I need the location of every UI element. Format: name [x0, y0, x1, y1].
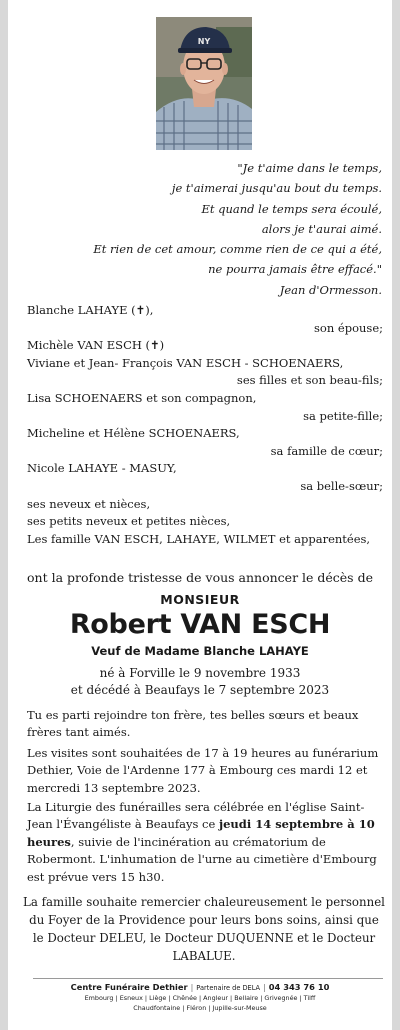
- svg-text:NY: NY: [197, 37, 211, 46]
- family-relation: sa famille de cœur;: [270, 443, 383, 458]
- family-line: ses petits neveux et petites nièces,: [27, 514, 231, 529]
- family-line: Blanche LAHAYE (✝),: [27, 303, 154, 317]
- poem-line: Et rien de cet amour, comme rien de ce qui a été,: [93, 242, 382, 257]
- poem-author: Jean d'Ormesson.: [279, 282, 382, 297]
- poem-quote: [28, 158, 382, 300]
- funeral-text-end: , suivie de l'incinération au crématorium de Robermont. L'inhumation de l'urne au cimetière d'Embourg est prévue vers 15 h30.: [27, 834, 377, 884]
- family-line: Lisa SCHOENAERS et son compagnon,: [27, 390, 257, 405]
- thanks-paragraph: La famille souhaite remercier chaleureusement le personnel du Foyer de la Providence pour leurs bons soins, ainsi que le Docteur DELEU, le Docteur DUQUENNE et le Docteur LABALUE.: [23, 895, 385, 963]
- deceased-name: Robert VAN ESCH: [69, 609, 331, 640]
- phone-number: 04 343 76 10: [268, 982, 330, 992]
- honorific-title: MONSIEUR: [160, 592, 240, 607]
- poem-line: "Je t'aime dans le temps,: [237, 161, 382, 175]
- footer-towns-2: Chaudfontaine | Fléron | Jupille-sur-Meuse: [133, 1004, 267, 1012]
- footer-contact: Centre Funéraire Dethier | Partenaire de DELA | 04 343 76 10: [70, 982, 330, 992]
- footer-divider: [33, 978, 383, 979]
- family-relation: sa petite-fille;: [303, 408, 383, 423]
- family-line: Viviane et Jean- François VAN ESCH - SCHOENAERS,: [27, 355, 344, 370]
- funeral-home-name: Centre Funéraire Dethier: [70, 982, 188, 992]
- funeral-paragraph: [27, 799, 385, 886]
- birth-line: né à Forville le 9 novembre 1933: [99, 666, 301, 680]
- poem-line: je t'aimerai jusqu'au bout du temps.: [171, 181, 382, 196]
- death-line: et décédé à Beaufays le 7 septembre 2023: [70, 682, 330, 697]
- family-line: Les famille VAN ESCH, LAHAYE, WILMET et apparentées,: [27, 531, 371, 546]
- footer-towns-1: Embourg | Esneux | Liège | Chênée | Angleur | Bellaire | Grivegnée | Tilff: [84, 994, 316, 1002]
- family-line: Nicole LAHAYE - MASUY,: [27, 461, 177, 476]
- family-line: Michèle VAN ESCH (✝): [27, 338, 165, 353]
- funeral-text-start: La Liturgie des funérailles sera célébrée en l'église Saint-Jean l'Évangéliste à Beaufays ce: [27, 800, 365, 832]
- funeral-datetime: jeudi 14 septembre à 10 heures: [27, 817, 375, 849]
- family-line: ses neveux et nièces,: [27, 496, 151, 511]
- family-relation: son épouse;: [314, 320, 383, 335]
- obituary-page: [8, 0, 392, 1030]
- page-margin-left: [0, 0, 8, 1030]
- announcement-text: ont la profonde tristesse de vous annoncer le décès de: [27, 570, 373, 585]
- family-relation: sa belle-sœur;: [300, 478, 383, 493]
- family-line: Micheline et Hélène SCHOENAERS,: [27, 426, 240, 441]
- farewell-paragraph: Tu es parti rejoindre ton frère, tes belles sœurs et beaux frères tant aimés.: [27, 708, 359, 740]
- portrait-photo: [156, 17, 252, 150]
- birth-death-dates: [16, 665, 384, 698]
- page-margin-right: [392, 0, 400, 1030]
- family-relation: ses filles et son beau-fils;: [236, 373, 383, 388]
- poem-line: ne pourra jamais être effacé.": [208, 262, 382, 277]
- poem-line: alors je t'aurai aimé.: [261, 221, 382, 236]
- partner-text: Partenaire de DELA: [196, 984, 261, 992]
- widow-of-line: Veuf de Madame Blanche LAHAYE: [91, 644, 309, 658]
- family-list: [27, 302, 383, 548]
- visits-paragraph: Les visites sont souhaitées de 17 à 19 heures au funérarium Dethier, Voie de l'Ardenne 177 à Embourg ces mardi 12 et mercredi 13 septembre 2023.: [27, 746, 379, 795]
- poem-line: Et quand le temps sera écoulé,: [201, 201, 382, 216]
